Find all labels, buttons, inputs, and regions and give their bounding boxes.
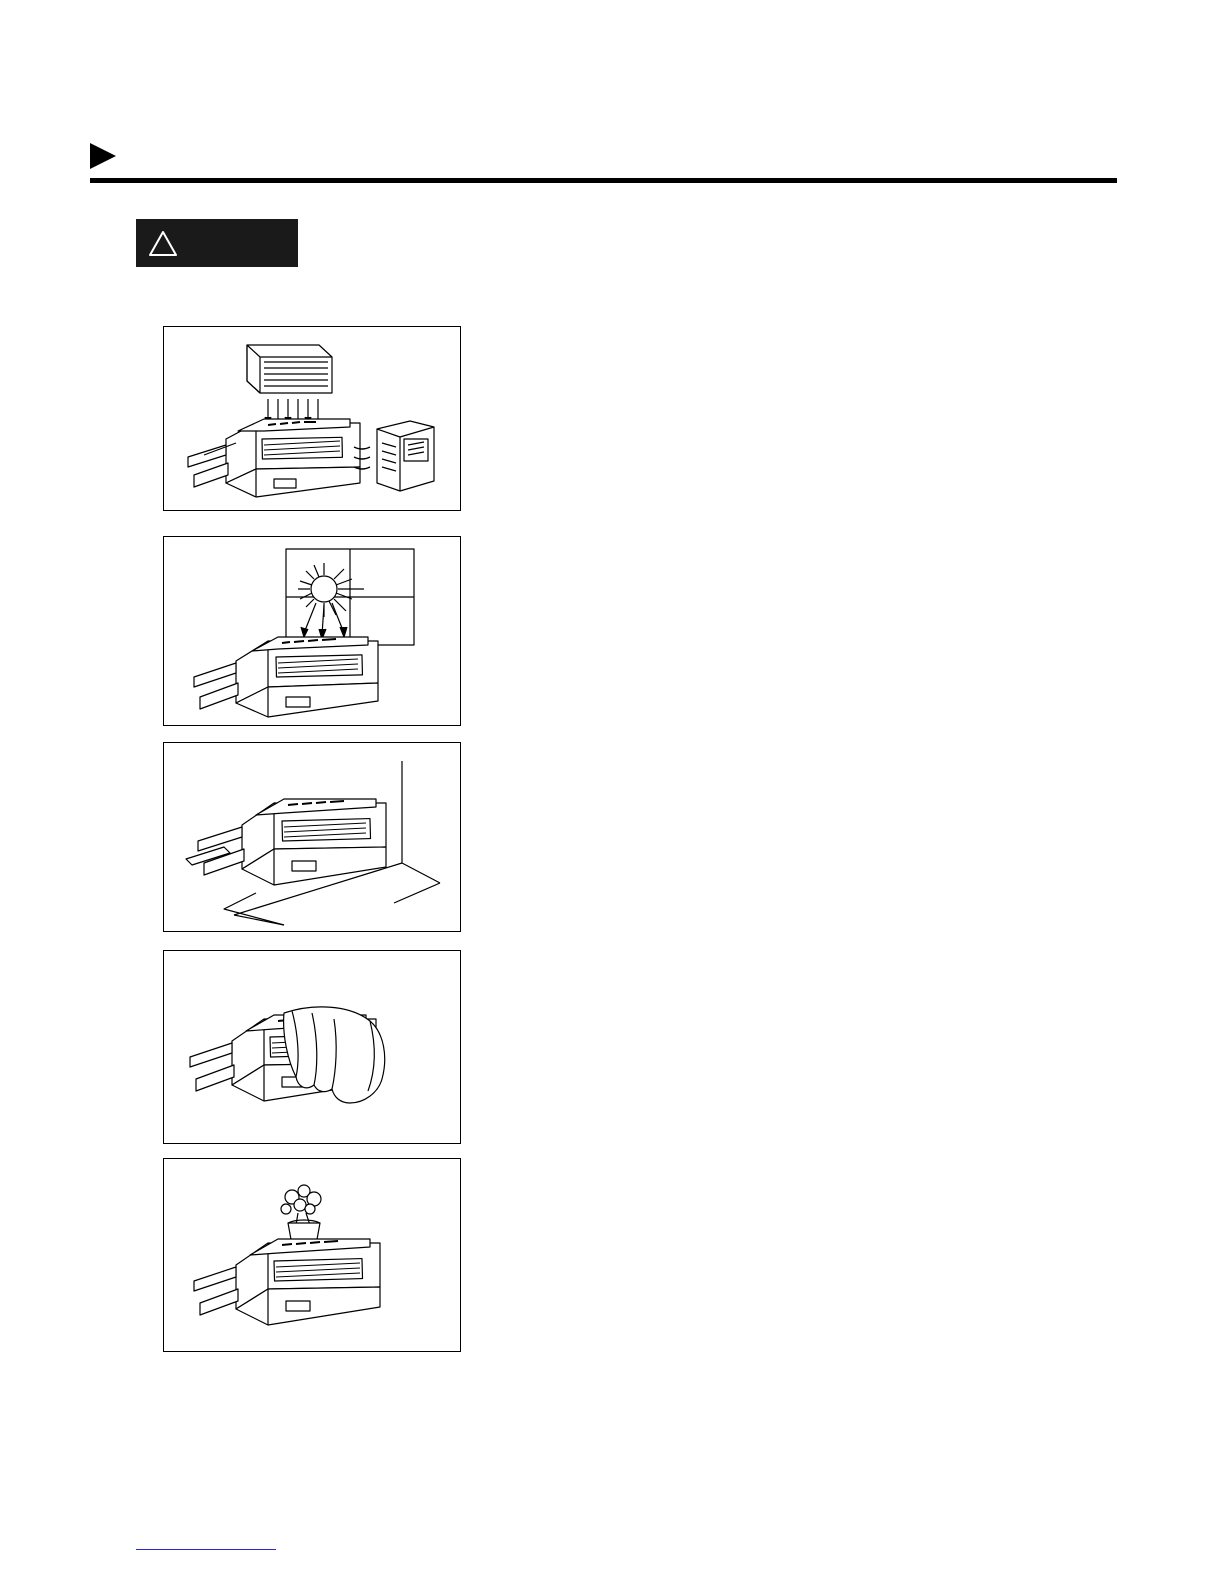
figure-cover xyxy=(163,950,461,1144)
figure-liquid xyxy=(163,1158,461,1352)
footer-link-underline xyxy=(136,1548,276,1550)
figure-corner xyxy=(163,742,461,932)
figure-sunlight xyxy=(163,536,461,726)
warning-triangle-icon xyxy=(148,230,178,257)
figure-heater xyxy=(163,326,461,511)
right-triangle-icon xyxy=(90,143,116,169)
header-divider xyxy=(90,178,1117,183)
caution-badge xyxy=(136,219,298,267)
section-header xyxy=(90,140,1117,186)
